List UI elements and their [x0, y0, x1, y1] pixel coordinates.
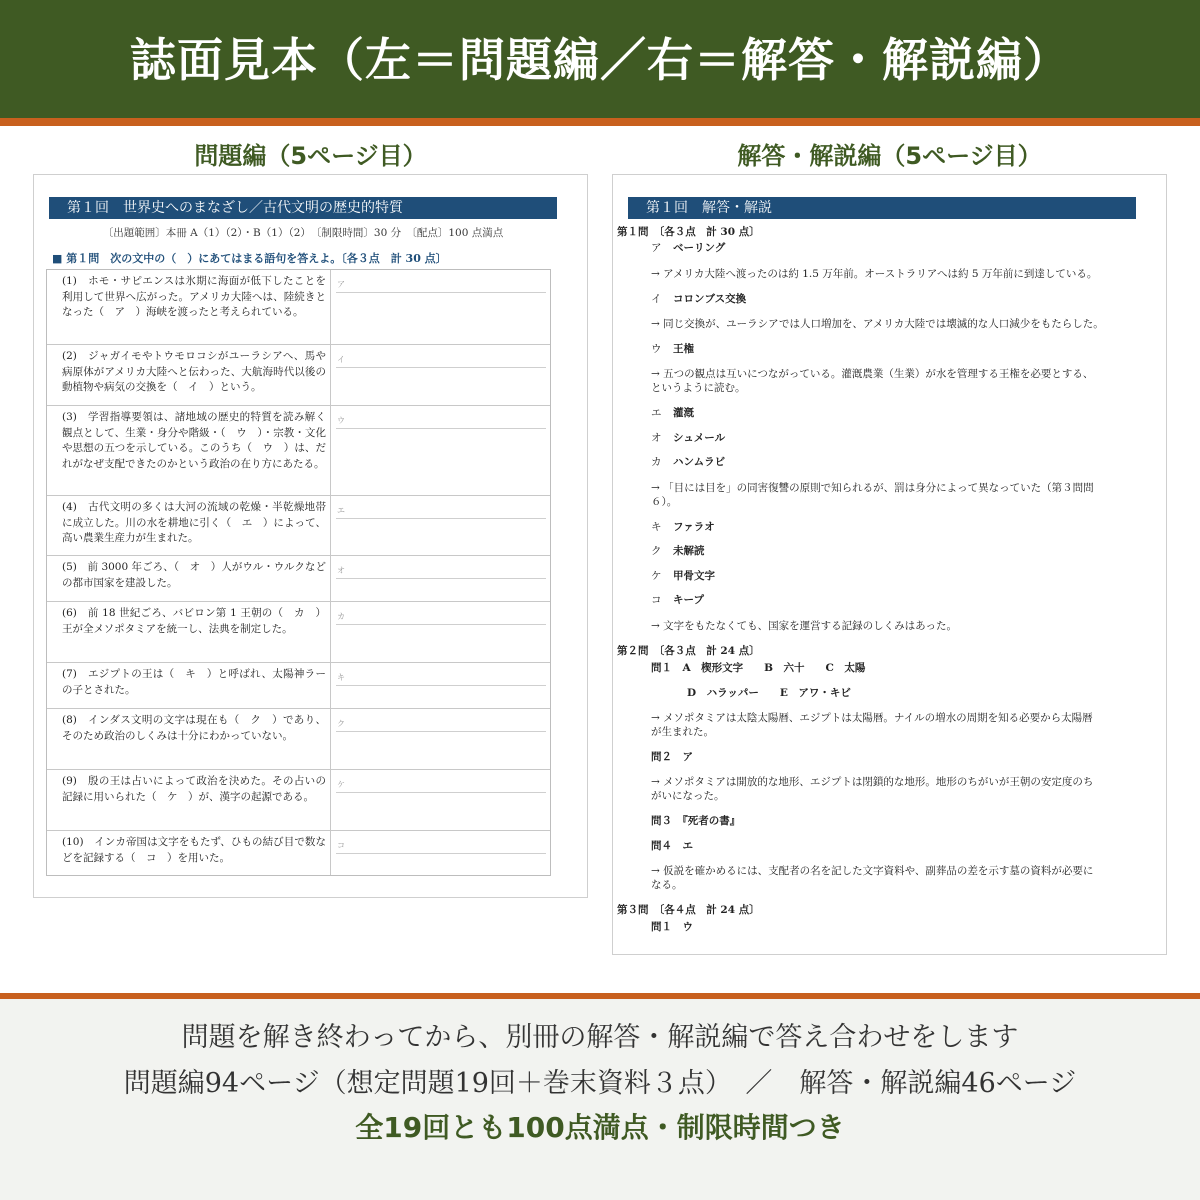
- footer-line-page-counts: 問題編94ページ（想定問題19回＋巻末資料３点） ／ 解答・解説編46ページ: [123, 1068, 1077, 1099]
- explanation-note: が生まれた。: [651, 726, 714, 738]
- answer-box: [332, 602, 550, 662]
- answer-box: [332, 709, 550, 769]
- question-table: [46, 269, 551, 876]
- question-row: [47, 663, 550, 709]
- section-heading: 第３問 〔各４点 計 24 点〕: [617, 904, 760, 916]
- header-accent-stripe: [0, 118, 1200, 126]
- answer-label: エ: [337, 506, 345, 515]
- question-page-sample: [33, 174, 588, 898]
- question-text: (6) 前 18 世紀ごろ、バビロン第 1 王朝の（ カ ）王が全メソポタミアを統一し、法典を制定した。: [47, 602, 331, 662]
- answer-line: [336, 292, 546, 293]
- question-page-header-bar: 第１回 世界史へのまなざし／古代文明の歴史的特質: [49, 197, 557, 219]
- question-text: (5) 前 3000 年ごろ、（ オ ）人がウル・ウルクなどの都市国家を建設した。: [47, 556, 331, 601]
- answer-item: 問４ エ: [651, 840, 693, 852]
- answer-page-header-bar: 第１回 解答・解説: [628, 197, 1136, 219]
- answer-key: ア: [651, 242, 662, 254]
- answer-key: オ: [651, 432, 662, 444]
- left-column-title: 問題編（5ページ目）: [194, 142, 427, 170]
- question-text: (3) 学習指導要領は、諸地域の歴史的特質を読み解く観点として、生業・身分や階級・（ ウ ）・宗教・文化や思想の五つを示している。このうち（ ウ ）は、だれがなぜ支配できたのかという政治の在り方にあたる。: [47, 406, 331, 495]
- answer-key: ウ: [651, 343, 662, 355]
- answer-box: [332, 270, 550, 344]
- answer-line: [336, 518, 546, 519]
- explanation-note: → 仮説を確かめるには、支配者の名を記した文字資料や、副葬品の差を示す墓の資料が必要に: [651, 865, 1094, 877]
- answer-line: [336, 792, 546, 793]
- answer-line: [336, 367, 546, 368]
- answer-item: [629, 455, 1149, 470]
- answer-key: コ: [651, 594, 662, 606]
- header-banner: [0, 0, 1200, 118]
- answer-box: [332, 345, 550, 405]
- answer-box: [332, 406, 550, 495]
- explanation-note: → 「目には目を」の同害復讐の原則で知られるが、罰は身分によって異なっていた（第３問問: [651, 482, 1094, 494]
- answer-key: ケ: [651, 570, 662, 582]
- explanation-note: ６）。: [651, 496, 678, 508]
- question-text: (2) ジャガイモやトウモロコシがユーラシアへ、馬や病原体がアメリカ大陸へと伝わった、大航海時代以後の動植物や病気の交換を（ イ ）という。: [47, 345, 331, 405]
- question-row: [47, 831, 550, 875]
- answer-item: [629, 241, 1149, 256]
- footer-line-usage: 問題を解き終わってから、別冊の解答・解説編で答え合わせをします: [181, 1022, 1019, 1053]
- explanation-note: がいになった。: [651, 790, 725, 802]
- answer-label: オ: [337, 566, 345, 575]
- answer-item: 問１ ウ: [651, 921, 693, 933]
- answer-item: [629, 593, 1149, 608]
- question-text: (9) 殷の王は占いによって政治を決めた。その占いの記録に用いられた（ ケ ）が、漢字の起源である。: [47, 770, 331, 830]
- answer-item: 問３ 『死者の書』: [651, 815, 741, 827]
- question-text: (1) ホモ・サピエンスは氷期に海面が低下したことを利用して世界へ広がった。アメリカ大陸へは、陸続きとなった（ ア ）海峡を渡ったと考えられている。: [47, 270, 331, 344]
- question-row: [47, 496, 550, 556]
- answer-label: ケ: [337, 780, 345, 789]
- answer-box: [332, 663, 550, 708]
- answer-item: 問１ A 楔形文字 B 六十 C 太陽: [651, 662, 866, 674]
- answer-value: 王権: [673, 343, 694, 355]
- answer-label: イ: [337, 355, 345, 364]
- answer-key: キ: [651, 521, 662, 533]
- footer-line-highlight: 全19回とも100点満点・制限時間つき: [355, 1111, 845, 1144]
- answer-line: [336, 428, 546, 429]
- explanation-note: → メソポタミアは太陰太陽暦、エジプトは太陽暦。ナイルの増水の周期を知る必要から太陽暦: [651, 712, 1093, 724]
- explanation-note: → アメリカ大陸へ渡ったのは約 1.5 万年前。オーストラリアへは約 5 万年前に到達している。: [651, 268, 1098, 280]
- explanation-note: → 文字をもたなくても、国家を運営する記録のしくみはあった。: [651, 620, 958, 632]
- explanation-note: なる。: [651, 879, 683, 891]
- answer-item: [629, 431, 1149, 446]
- question-row: [47, 602, 550, 663]
- question-row: [47, 709, 550, 770]
- answer-key: エ: [651, 407, 662, 419]
- footer-panel: [0, 999, 1200, 1200]
- question-row: [47, 556, 550, 602]
- question-row: [47, 345, 550, 406]
- question-row: [47, 770, 550, 831]
- page-title: 誌面見本（左＝問題編／右＝解答・解説編）: [130, 33, 1070, 87]
- answer-line: [336, 731, 546, 732]
- answer-label: ウ: [337, 416, 345, 425]
- question-text: (4) 古代文明の多くは大河の流域の乾燥・半乾燥地帯に成立した。川の水を耕地に引く（ エ ）によって、高い農業生産力が生まれた。: [47, 496, 331, 555]
- answer-line: [336, 578, 546, 579]
- answer-label: コ: [337, 841, 345, 850]
- answer-line: [336, 624, 546, 625]
- explanation-note: → メソポタミアは開放的な地形、エジプトは閉鎖的な地形。地形のちがいが王朝の安定度のち: [651, 776, 1094, 788]
- question-text: (10) インカ帝国は文字をもたず、ひもの結び目で数などを記録する（ コ ）を用いた。: [47, 831, 331, 875]
- answer-page-sample: [612, 174, 1167, 955]
- explanation-note: というように読む。: [651, 382, 746, 394]
- answer-key: イ: [651, 293, 662, 305]
- answer-item: 問２ ア: [651, 751, 693, 763]
- answer-label: ク: [337, 719, 345, 728]
- answer-value: 未解読: [673, 545, 705, 557]
- answer-item: [629, 406, 1149, 421]
- question-row: [47, 406, 550, 496]
- exam-meta-line: 〔出題範囲〕本冊 A（1）（2）・B（1）（2） 〔制限時間〕30 分 〔配点〕100 点満点: [102, 227, 504, 239]
- section-heading: 第２問 〔各３点 計 24 点〕: [617, 645, 760, 657]
- answer-item: [629, 544, 1149, 559]
- answer-item: [629, 342, 1149, 357]
- answer-box: [332, 831, 550, 875]
- answer-label: カ: [337, 612, 345, 621]
- answer-value: キープ: [673, 594, 704, 606]
- answer-value: コロンブス交換: [673, 293, 747, 305]
- explanation-note: → 五つの観点は互いにつながっている。灌漑農業（生業）が水を管理する王権を必要とする、: [651, 368, 1094, 380]
- answer-label: ア: [337, 280, 345, 289]
- answer-box: [332, 556, 550, 601]
- answer-value: ハンムラビ: [673, 456, 726, 468]
- answer-key: カ: [651, 456, 662, 468]
- answer-item: [629, 520, 1149, 535]
- answer-value: 甲骨文字: [673, 570, 715, 582]
- right-column-title: 解答・解説編（5ページ目）: [737, 142, 1042, 170]
- answer-label: キ: [337, 673, 345, 682]
- answer-value: ファラオ: [673, 521, 715, 533]
- section-heading: 第１問 〔各３点 計 30 点〕: [617, 226, 760, 238]
- question-text: (7) エジプトの王は（ キ ）と呼ばれ、太陽神ラーの子とされた。: [47, 663, 331, 708]
- answer-item: D ハラッパー E アワ・キビ: [687, 687, 851, 699]
- answer-line: [336, 853, 546, 854]
- answer-value: 灌漑: [673, 407, 694, 419]
- answer-value: シュメール: [673, 432, 726, 444]
- answer-box: [332, 496, 550, 555]
- answer-value: ベーリング: [673, 242, 726, 254]
- explanation-note: → 同じ交換が、ユーラシアでは人口増加を、アメリカ大陸では壊滅的な人口減少をもたらした。: [651, 318, 1104, 330]
- question-text: (8) インダス文明の文字は現在も（ ク ）であり、そのため政治のしくみは十分にわかっていない。: [47, 709, 331, 769]
- question-instruction: ■ 第１問 次の文中の（ ）にあてはまる語句を答えよ。〔各３点 計 30 点〕: [52, 252, 447, 265]
- answer-box: [332, 770, 550, 830]
- answer-key: ク: [651, 545, 662, 557]
- answer-line: [336, 685, 546, 686]
- answer-item: [629, 292, 1149, 307]
- question-row: [47, 270, 550, 345]
- answer-item: [629, 569, 1149, 584]
